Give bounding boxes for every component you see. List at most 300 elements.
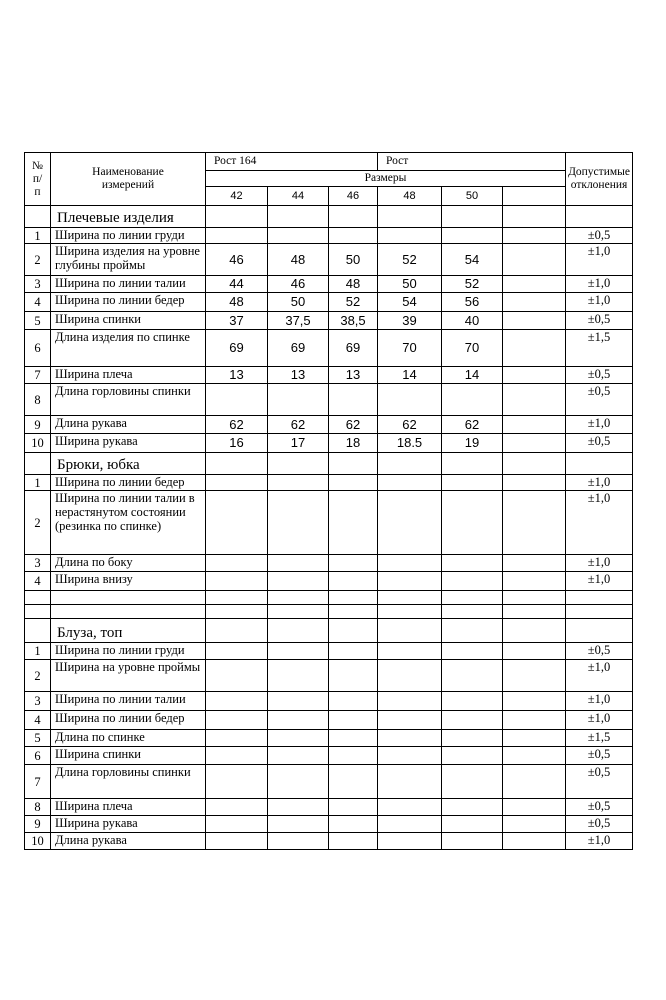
- section-empty-cell: [329, 453, 378, 475]
- table-row: [25, 572, 633, 591]
- size-header-cell: 44: [268, 187, 329, 206]
- size-value-cell: [206, 228, 268, 244]
- tolerance-value: ±0,5: [566, 312, 633, 330]
- size-value-cell: 62: [442, 416, 503, 434]
- row-number: 9: [25, 816, 51, 833]
- name-header: Наименование измерений: [51, 153, 206, 206]
- row-number: 1: [25, 228, 51, 244]
- measurement-name: Ширина по линии талии: [51, 692, 206, 711]
- measurement-name: Ширина изделия на уровне глубины проймы: [51, 244, 206, 276]
- tolerance-value: ±0,5: [566, 765, 633, 799]
- size-value-cell: [503, 475, 566, 491]
- size-value-cell: 46: [268, 276, 329, 293]
- size-value-cell: 40: [442, 312, 503, 330]
- row-number: 2: [25, 491, 51, 555]
- section-title: Плечевые изделия: [51, 206, 206, 228]
- size-header-cell: 46: [329, 187, 378, 206]
- tolerance-value: ±0,5: [566, 228, 633, 244]
- section-num-cell: [25, 206, 51, 228]
- section-empty-cell: [378, 453, 442, 475]
- table-row: [25, 816, 633, 833]
- section-header-row: [25, 206, 633, 228]
- size-value-cell: [268, 833, 329, 850]
- section-empty-cell: [503, 206, 566, 228]
- size-value-cell: [442, 711, 503, 730]
- table-row: [25, 434, 633, 453]
- measurement-name: Ширина плеча: [51, 367, 206, 384]
- tolerance-header: Допустимые отклонения: [566, 153, 633, 206]
- row-number: 4: [25, 293, 51, 312]
- tolerance-value: ±1,0: [566, 491, 633, 555]
- header-row: [25, 153, 633, 171]
- size-value-cell: 70: [442, 330, 503, 367]
- size-value-cell: [206, 660, 268, 692]
- size-value-cell: [378, 384, 442, 416]
- row-number: 8: [25, 799, 51, 816]
- measurement-name: Длина рукава: [51, 416, 206, 434]
- size-value-cell: 17: [268, 434, 329, 453]
- num-header: № п/ п: [25, 153, 51, 206]
- size-value-cell: [442, 660, 503, 692]
- measurement-name: Длина рукава: [51, 833, 206, 850]
- size-value-cell: [503, 692, 566, 711]
- size-value-cell: 62: [268, 416, 329, 434]
- section-empty-cell: [329, 619, 378, 643]
- size-value-cell: 52: [442, 276, 503, 293]
- table-row: [25, 244, 633, 276]
- size-value-cell: [329, 833, 378, 850]
- size-value-cell: 69: [206, 330, 268, 367]
- table-row: [25, 799, 633, 816]
- size-value-cell: [206, 475, 268, 491]
- measurement-name: Ширина по линии талии в нерастянутом состоянии (резинка по спинке): [51, 491, 206, 555]
- size-value-cell: [503, 555, 566, 572]
- size-value-cell: [503, 747, 566, 765]
- table-row: [25, 330, 633, 367]
- size-value-cell: [329, 711, 378, 730]
- size-value-cell: [268, 475, 329, 491]
- tolerance-value: ±1,0: [566, 244, 633, 276]
- size-value-cell: 56: [442, 293, 503, 312]
- size-value-cell: [329, 747, 378, 765]
- size-value-cell: [503, 491, 566, 555]
- size-value-cell: 18.5: [378, 434, 442, 453]
- tolerance-value: ±1,0: [566, 572, 633, 591]
- measurement-name: Ширина спинки: [51, 312, 206, 330]
- size-value-cell: [206, 730, 268, 747]
- size-chart-table: [24, 152, 633, 850]
- row-number: 7: [25, 765, 51, 799]
- measurement-name: Ширина по линии бедер: [51, 711, 206, 730]
- tolerance-value: ±1,5: [566, 330, 633, 367]
- size-value-cell: 37: [206, 312, 268, 330]
- table-row: [25, 730, 633, 747]
- size-value-cell: 18: [329, 434, 378, 453]
- size-value-cell: [378, 475, 442, 491]
- size-value-cell: 16: [206, 434, 268, 453]
- tolerance-value: ±0,5: [566, 384, 633, 416]
- blank-cell: [268, 591, 329, 605]
- size-value-cell: [503, 643, 566, 660]
- size-value-cell: [329, 228, 378, 244]
- size-value-cell: 62: [206, 416, 268, 434]
- tolerance-value: ±1,0: [566, 692, 633, 711]
- size-value-cell: 37,5: [268, 312, 329, 330]
- size-value-cell: 44: [206, 276, 268, 293]
- tolerance-value: ±1,5: [566, 730, 633, 747]
- blank-row: [25, 605, 633, 619]
- size-value-cell: [268, 816, 329, 833]
- measurement-name: Ширина по линии груди: [51, 643, 206, 660]
- section-empty-cell: [206, 619, 268, 643]
- size-value-cell: [268, 384, 329, 416]
- blank-cell: [566, 605, 633, 619]
- blank-cell: [51, 591, 206, 605]
- section-num-cell: [25, 453, 51, 475]
- size-value-cell: [329, 816, 378, 833]
- size-value-cell: [378, 491, 442, 555]
- tolerance-value: ±1,0: [566, 660, 633, 692]
- size-value-cell: [378, 711, 442, 730]
- size-value-cell: [206, 799, 268, 816]
- size-value-cell: 50: [329, 244, 378, 276]
- row-number: 3: [25, 692, 51, 711]
- tolerance-value: ±0,5: [566, 747, 633, 765]
- section-empty-cell: [378, 619, 442, 643]
- size-value-cell: [378, 747, 442, 765]
- size-value-cell: [503, 367, 566, 384]
- size-value-cell: 13: [329, 367, 378, 384]
- size-value-cell: [503, 711, 566, 730]
- blank-row: [25, 591, 633, 605]
- size-value-cell: [503, 833, 566, 850]
- size-value-cell: [442, 491, 503, 555]
- size-value-cell: [442, 228, 503, 244]
- size-value-cell: [329, 384, 378, 416]
- section-empty-cell: [566, 206, 633, 228]
- size-value-cell: 70: [378, 330, 442, 367]
- size-value-cell: [268, 692, 329, 711]
- size-value-cell: [378, 765, 442, 799]
- size-value-cell: 48: [206, 293, 268, 312]
- size-value-cell: [503, 765, 566, 799]
- size-header-cell: 50: [442, 187, 503, 206]
- size-value-cell: [268, 765, 329, 799]
- measurement-name: Длина изделия по спинке: [51, 330, 206, 367]
- measurement-name: Ширина на уровне проймы: [51, 660, 206, 692]
- section-header-row: [25, 453, 633, 475]
- measurement-name: Ширина внизу: [51, 572, 206, 591]
- table-row: [25, 692, 633, 711]
- row-number: 4: [25, 572, 51, 591]
- row-number: 3: [25, 276, 51, 293]
- row-number: 1: [25, 475, 51, 491]
- size-value-cell: [442, 555, 503, 572]
- section-empty-cell: [442, 453, 503, 475]
- tolerance-value: ±1,0: [566, 293, 633, 312]
- measurement-name: Ширина по линии бедер: [51, 293, 206, 312]
- size-value-cell: [206, 711, 268, 730]
- size-value-cell: [268, 555, 329, 572]
- table-row: [25, 312, 633, 330]
- blank-cell: [378, 605, 442, 619]
- row-number: 9: [25, 416, 51, 434]
- size-value-cell: [329, 572, 378, 591]
- table-row: [25, 555, 633, 572]
- blank-cell: [329, 591, 378, 605]
- table-row: [25, 711, 633, 730]
- size-value-cell: [268, 572, 329, 591]
- size-value-cell: [268, 711, 329, 730]
- row-number: 2: [25, 660, 51, 692]
- blank-cell: [268, 605, 329, 619]
- size-value-cell: [503, 416, 566, 434]
- size-value-cell: [442, 475, 503, 491]
- size-header-cell: [503, 187, 566, 206]
- table-row: [25, 747, 633, 765]
- table-row: [25, 475, 633, 491]
- measurement-sheet: [24, 152, 632, 850]
- section-empty-cell: [566, 619, 633, 643]
- blank-cell: [503, 605, 566, 619]
- size-value-cell: [378, 816, 442, 833]
- tolerance-value: ±0,5: [566, 643, 633, 660]
- tolerance-value: ±0,5: [566, 799, 633, 816]
- size-value-cell: [206, 747, 268, 765]
- row-number: 6: [25, 330, 51, 367]
- section-empty-cell: [442, 206, 503, 228]
- size-value-cell: 54: [442, 244, 503, 276]
- blank-cell: [442, 605, 503, 619]
- size-value-cell: [268, 730, 329, 747]
- blank-cell: [51, 605, 206, 619]
- size-value-cell: 69: [329, 330, 378, 367]
- tolerance-value: ±1,0: [566, 711, 633, 730]
- measurement-name: Длина горловины спинки: [51, 765, 206, 799]
- size-value-cell: [378, 692, 442, 711]
- size-value-cell: [503, 228, 566, 244]
- size-header-cell: 48: [378, 187, 442, 206]
- size-value-cell: [503, 276, 566, 293]
- size-value-cell: [503, 312, 566, 330]
- measurement-name: Ширина плеча: [51, 799, 206, 816]
- size-value-cell: [442, 730, 503, 747]
- size-value-cell: [268, 643, 329, 660]
- size-value-cell: [378, 228, 442, 244]
- measurement-name: Длина по боку: [51, 555, 206, 572]
- size-value-cell: [378, 572, 442, 591]
- blank-cell: [25, 591, 51, 605]
- size-value-cell: [503, 816, 566, 833]
- size-value-cell: [442, 833, 503, 850]
- table-row: [25, 228, 633, 244]
- size-value-cell: [268, 799, 329, 816]
- section-empty-cell: [442, 619, 503, 643]
- size-value-cell: [206, 816, 268, 833]
- size-value-cell: [503, 384, 566, 416]
- blank-cell: [442, 591, 503, 605]
- size-value-cell: [378, 799, 442, 816]
- tolerance-value: ±0,5: [566, 816, 633, 833]
- tolerance-value: ±1,0: [566, 475, 633, 491]
- section-empty-cell: [329, 206, 378, 228]
- size-value-cell: [503, 730, 566, 747]
- size-value-cell: 13: [268, 367, 329, 384]
- size-value-cell: 50: [268, 293, 329, 312]
- blank-cell: [206, 605, 268, 619]
- size-value-cell: [442, 799, 503, 816]
- blank-cell: [25, 605, 51, 619]
- size-value-cell: 39: [378, 312, 442, 330]
- size-value-cell: 54: [378, 293, 442, 312]
- size-value-cell: [378, 730, 442, 747]
- size-value-cell: [329, 643, 378, 660]
- measurement-name: Длина по спинке: [51, 730, 206, 747]
- size-value-cell: [503, 572, 566, 591]
- row-number: 5: [25, 312, 51, 330]
- size-value-cell: [206, 643, 268, 660]
- size-value-cell: [442, 692, 503, 711]
- blank-cell: [503, 591, 566, 605]
- section-empty-cell: [206, 453, 268, 475]
- table-row: [25, 491, 633, 555]
- row-number: 10: [25, 833, 51, 850]
- measurement-name: Ширина по линии груди: [51, 228, 206, 244]
- row-number: 8: [25, 384, 51, 416]
- size-value-cell: 62: [378, 416, 442, 434]
- blank-cell: [378, 591, 442, 605]
- measurement-name: Ширина по линии талии: [51, 276, 206, 293]
- section-empty-cell: [503, 619, 566, 643]
- row-number: 7: [25, 367, 51, 384]
- size-value-cell: [503, 434, 566, 453]
- size-header-cell: 42: [206, 187, 268, 206]
- section-title: Блуза, топ: [51, 619, 206, 643]
- row-number: 3: [25, 555, 51, 572]
- measurement-name: Ширина спинки: [51, 747, 206, 765]
- section-num-cell: [25, 619, 51, 643]
- size-value-cell: [378, 643, 442, 660]
- size-value-cell: [206, 765, 268, 799]
- blank-cell: [566, 591, 633, 605]
- table-row: [25, 293, 633, 312]
- measurement-name: Ширина рукава: [51, 816, 206, 833]
- size-value-cell: [442, 765, 503, 799]
- size-value-cell: [206, 692, 268, 711]
- size-value-cell: [503, 244, 566, 276]
- table-row: [25, 660, 633, 692]
- measurement-name: Ширина по линии бедер: [51, 475, 206, 491]
- size-value-cell: [503, 330, 566, 367]
- size-value-cell: [206, 555, 268, 572]
- size-value-cell: [329, 555, 378, 572]
- table-row: [25, 643, 633, 660]
- size-value-cell: [378, 555, 442, 572]
- table-row: [25, 367, 633, 384]
- size-value-cell: 46: [206, 244, 268, 276]
- size-value-cell: [206, 384, 268, 416]
- section-header-row: [25, 619, 633, 643]
- size-value-cell: [378, 660, 442, 692]
- size-value-cell: [503, 293, 566, 312]
- size-value-cell: [329, 730, 378, 747]
- tolerance-value: ±1,0: [566, 555, 633, 572]
- blank-cell: [329, 605, 378, 619]
- size-value-cell: [378, 833, 442, 850]
- row-number: 6: [25, 747, 51, 765]
- table-row: [25, 765, 633, 799]
- measurement-name: Ширина рукава: [51, 434, 206, 453]
- size-value-cell: [329, 765, 378, 799]
- tolerance-value: ±1,0: [566, 833, 633, 850]
- table-row: [25, 276, 633, 293]
- size-value-cell: 14: [378, 367, 442, 384]
- size-value-cell: [268, 747, 329, 765]
- size-value-cell: [206, 491, 268, 555]
- size-value-cell: 62: [329, 416, 378, 434]
- height-164-header: Рост 164: [206, 153, 378, 171]
- tolerance-value: ±1,0: [566, 416, 633, 434]
- size-value-cell: 52: [329, 293, 378, 312]
- blank-cell: [206, 591, 268, 605]
- tolerance-value: ±0,5: [566, 434, 633, 453]
- size-value-cell: [442, 747, 503, 765]
- section-empty-cell: [503, 453, 566, 475]
- size-value-cell: 48: [329, 276, 378, 293]
- row-number: 4: [25, 711, 51, 730]
- section-empty-cell: [268, 206, 329, 228]
- size-value-cell: [329, 692, 378, 711]
- size-value-cell: [442, 643, 503, 660]
- size-value-cell: 48: [268, 244, 329, 276]
- size-value-cell: [268, 491, 329, 555]
- table-row: [25, 833, 633, 850]
- size-value-cell: 13: [206, 367, 268, 384]
- tolerance-value: ±1,0: [566, 276, 633, 293]
- size-value-cell: 50: [378, 276, 442, 293]
- size-value-cell: [329, 660, 378, 692]
- size-value-cell: [442, 816, 503, 833]
- row-number: 1: [25, 643, 51, 660]
- size-value-cell: [206, 572, 268, 591]
- section-empty-cell: [378, 206, 442, 228]
- row-number: 5: [25, 730, 51, 747]
- table-row: [25, 384, 633, 416]
- section-empty-cell: [268, 619, 329, 643]
- sizes-header: Размеры: [206, 171, 566, 187]
- table-row: [25, 416, 633, 434]
- size-value-cell: [503, 799, 566, 816]
- section-empty-cell: [206, 206, 268, 228]
- size-value-cell: 19: [442, 434, 503, 453]
- tolerance-value: ±0,5: [566, 367, 633, 384]
- size-value-cell: [206, 833, 268, 850]
- size-value-cell: [329, 475, 378, 491]
- height-header: Рост: [378, 153, 566, 171]
- size-value-cell: 38,5: [329, 312, 378, 330]
- row-number: 2: [25, 244, 51, 276]
- size-value-cell: [503, 660, 566, 692]
- measurement-name: Длина горловины спинки: [51, 384, 206, 416]
- section-empty-cell: [268, 453, 329, 475]
- section-empty-cell: [566, 453, 633, 475]
- size-value-cell: [329, 491, 378, 555]
- size-value-cell: [442, 572, 503, 591]
- size-value-cell: [329, 799, 378, 816]
- size-value-cell: [268, 660, 329, 692]
- size-value-cell: [268, 228, 329, 244]
- row-number: 10: [25, 434, 51, 453]
